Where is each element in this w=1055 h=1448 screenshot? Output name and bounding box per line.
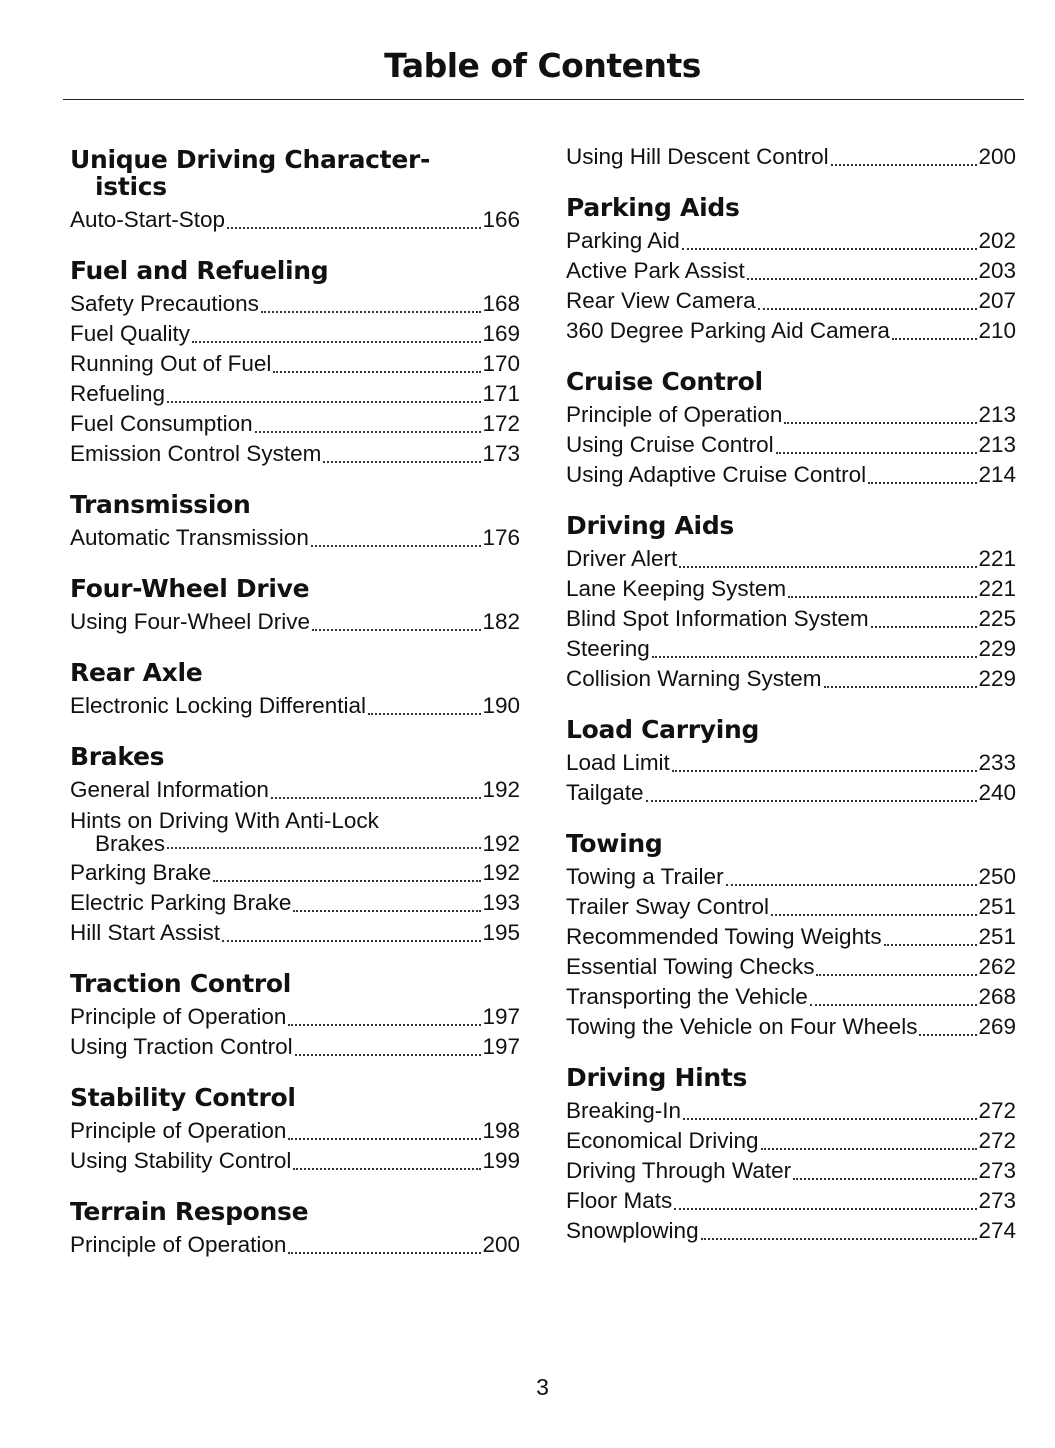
entry-label: Parking Aid bbox=[566, 228, 680, 253]
entry-page-number: 213 bbox=[978, 402, 1016, 427]
entry-label: Blind Spot Information System bbox=[566, 606, 869, 631]
dot-leader bbox=[726, 884, 978, 886]
entry-page-number: 273 bbox=[978, 1188, 1016, 1213]
section-heading bbox=[70, 491, 520, 518]
entry-label: Load Limit bbox=[566, 750, 670, 775]
entry-page-number: 203 bbox=[978, 258, 1016, 283]
section-heading-text: Fuel and Refueling bbox=[70, 256, 329, 285]
entry-page-number: 195 bbox=[482, 920, 520, 945]
section-heading bbox=[70, 146, 520, 200]
entry-label: Automatic Transmission bbox=[70, 525, 309, 550]
entry-label: Safety Precautions bbox=[70, 291, 259, 316]
entry-page-number: 213 bbox=[978, 432, 1016, 457]
section-heading bbox=[70, 743, 520, 770]
section-heading-text: Terrain Response bbox=[70, 1197, 309, 1226]
toc-section bbox=[566, 716, 1016, 808]
dot-leader bbox=[646, 800, 978, 802]
toc-entry[interactable] bbox=[70, 523, 520, 553]
toc-section bbox=[70, 970, 520, 1062]
toc-entry[interactable] bbox=[70, 918, 520, 948]
toc-entry[interactable] bbox=[566, 1216, 1016, 1246]
entry-label: Using Traction Control bbox=[70, 1034, 293, 1059]
dot-leader bbox=[831, 164, 978, 166]
toc-section bbox=[70, 491, 520, 553]
entry-page-number: 272 bbox=[978, 1098, 1016, 1123]
entry-label: Principle of Operation bbox=[566, 402, 783, 427]
toc-entry[interactable] bbox=[70, 409, 520, 439]
toc-entry[interactable] bbox=[70, 1002, 520, 1032]
entry-page-number: 207 bbox=[978, 288, 1016, 313]
entry-label: Collision Warning System bbox=[566, 666, 822, 691]
entry-label: Active Park Assist bbox=[566, 258, 745, 283]
dot-leader bbox=[810, 1004, 978, 1006]
toc-section bbox=[566, 512, 1016, 694]
entry-page-number: 169 bbox=[482, 321, 520, 346]
entry-label: Towing the Vehicle on Four Wheels bbox=[566, 1014, 918, 1039]
toc-entry[interactable] bbox=[70, 319, 520, 349]
entry-page-number: 221 bbox=[978, 576, 1016, 601]
section-heading bbox=[70, 1084, 520, 1111]
toc-entry[interactable] bbox=[70, 805, 520, 858]
toc-section bbox=[70, 1198, 520, 1260]
section-heading-text: Traction Control bbox=[70, 969, 292, 998]
entry-page-number: 262 bbox=[978, 954, 1016, 979]
toc-entry[interactable] bbox=[566, 634, 1016, 664]
toc-entry[interactable] bbox=[70, 349, 520, 379]
entry-label: Using Cruise Control bbox=[566, 432, 774, 457]
entry-label: Snowplowing bbox=[566, 1218, 699, 1243]
toc-entry[interactable] bbox=[70, 858, 520, 888]
title-divider bbox=[63, 99, 1024, 100]
toc-entry[interactable] bbox=[566, 892, 1016, 922]
toc-entry[interactable] bbox=[566, 604, 1016, 634]
entry-label: Hints on Driving With Anti-Lock bbox=[70, 808, 379, 833]
dot-leader bbox=[784, 422, 977, 424]
toc-entry[interactable] bbox=[70, 1146, 520, 1176]
entry-page-number: 182 bbox=[482, 609, 520, 634]
toc-entry[interactable] bbox=[70, 888, 520, 918]
section-heading-text: Driving Hints bbox=[566, 1063, 748, 1092]
toc-entry[interactable] bbox=[70, 205, 520, 235]
toc-section bbox=[566, 194, 1016, 346]
toc-section bbox=[70, 1084, 520, 1176]
entry-page-number: 171 bbox=[482, 381, 520, 406]
entry-label: Emission Control System bbox=[70, 441, 322, 466]
toc-entry[interactable] bbox=[566, 256, 1016, 286]
dot-leader bbox=[776, 452, 978, 454]
entry-page-number: 214 bbox=[978, 462, 1016, 487]
toc-entry[interactable] bbox=[70, 691, 520, 721]
entry-label: Fuel Quality bbox=[70, 321, 191, 346]
entry-page-number: 173 bbox=[482, 441, 520, 466]
entry-page-number: 170 bbox=[482, 351, 520, 376]
section-heading bbox=[70, 1198, 520, 1225]
dot-leader bbox=[167, 847, 481, 849]
toc-entry[interactable] bbox=[566, 922, 1016, 952]
entry-continuation-row bbox=[70, 832, 520, 855]
entry-label: Parking Brake bbox=[70, 860, 212, 885]
toc-section bbox=[70, 659, 520, 721]
entry-page-number: 229 bbox=[978, 666, 1016, 691]
toc-entry[interactable] bbox=[566, 544, 1016, 574]
dot-leader bbox=[295, 1054, 482, 1056]
entry-page-number: 192 bbox=[482, 860, 520, 885]
toc-entry[interactable] bbox=[566, 982, 1016, 1012]
dot-leader bbox=[167, 401, 481, 403]
entry-label: Refueling bbox=[70, 381, 166, 406]
dot-leader bbox=[271, 797, 482, 799]
toc-entry[interactable] bbox=[566, 952, 1016, 982]
entry-label: Principle of Operation bbox=[70, 1004, 287, 1029]
toc-entry[interactable] bbox=[566, 316, 1016, 346]
entry-page-number: 192 bbox=[482, 777, 520, 802]
dot-leader bbox=[747, 278, 978, 280]
section-heading-text: Parking Aids bbox=[566, 193, 740, 222]
entry-page-number: 229 bbox=[978, 636, 1016, 661]
entry-page-number: 273 bbox=[978, 1158, 1016, 1183]
toc-entry[interactable] bbox=[566, 1156, 1016, 1186]
dot-leader bbox=[192, 341, 481, 343]
entry-label: Floor Mats bbox=[566, 1188, 673, 1213]
toc-section bbox=[70, 743, 520, 948]
entry-label: Hill Start Assist bbox=[70, 920, 221, 945]
toc-entry[interactable] bbox=[566, 286, 1016, 316]
toc-section bbox=[566, 1064, 1016, 1246]
entry-page-number: 274 bbox=[978, 1218, 1016, 1243]
dot-leader bbox=[652, 656, 978, 658]
section-heading bbox=[566, 830, 1016, 857]
entry-page-number: 172 bbox=[482, 411, 520, 436]
dot-leader bbox=[368, 713, 481, 715]
dot-leader bbox=[758, 308, 978, 310]
entry-label: Using Four-Wheel Drive bbox=[70, 609, 311, 634]
entry-page-number: 166 bbox=[482, 207, 520, 232]
entry-page-number: 268 bbox=[978, 984, 1016, 1009]
toc-entry[interactable] bbox=[566, 1096, 1016, 1126]
dot-leader bbox=[816, 974, 977, 976]
entry-page-number: 210 bbox=[978, 318, 1016, 343]
section-heading-text: Four-Wheel Drive bbox=[70, 574, 310, 603]
entry-page-number: 200 bbox=[482, 1232, 520, 1257]
section-heading-text: Towing bbox=[566, 829, 663, 858]
entry-page-number: 221 bbox=[978, 546, 1016, 571]
dot-leader bbox=[255, 431, 482, 433]
section-heading bbox=[70, 659, 520, 686]
toc-entry[interactable] bbox=[566, 862, 1016, 892]
toc-left-column bbox=[70, 146, 520, 1282]
entry-page-number: 251 bbox=[978, 924, 1016, 949]
entry-page-number: 233 bbox=[978, 750, 1016, 775]
toc-entry[interactable] bbox=[566, 1186, 1016, 1216]
section-heading-text: Driving Aids bbox=[566, 511, 735, 540]
section-heading bbox=[566, 716, 1016, 743]
dot-leader bbox=[793, 1178, 977, 1180]
entry-label: Transporting the Vehicle bbox=[566, 984, 808, 1009]
entry-label-continuation: Brakes bbox=[95, 831, 166, 856]
dot-leader bbox=[771, 914, 977, 916]
dot-leader bbox=[312, 629, 481, 631]
dot-leader bbox=[213, 880, 481, 882]
section-heading bbox=[70, 257, 520, 284]
entry-page-number: 269 bbox=[978, 1014, 1016, 1039]
dot-leader bbox=[701, 1238, 978, 1240]
toc-entry[interactable] bbox=[70, 289, 520, 319]
dot-leader bbox=[293, 1168, 481, 1170]
dot-leader bbox=[824, 686, 978, 688]
entry-page-number: 240 bbox=[978, 780, 1016, 805]
section-heading-text: Cruise Control bbox=[566, 367, 763, 396]
entry-label: Trailer Sway Control bbox=[566, 894, 769, 919]
entry-label: Electronic Locking Differential bbox=[70, 693, 366, 718]
dot-leader bbox=[868, 482, 977, 484]
dot-leader bbox=[222, 940, 481, 942]
dot-leader bbox=[679, 566, 977, 568]
entry-label: Breaking-In bbox=[566, 1098, 682, 1123]
entry-label: Running Out of Fuel bbox=[70, 351, 272, 376]
section-heading-text: Brakes bbox=[70, 742, 165, 771]
entry-page-number: 272 bbox=[978, 1128, 1016, 1153]
entry-label: Lane Keeping System bbox=[566, 576, 787, 601]
dot-leader bbox=[323, 461, 481, 463]
toc-right-column bbox=[566, 142, 1016, 1268]
toc-entry[interactable] bbox=[566, 664, 1016, 694]
entry-label: Steering bbox=[566, 636, 650, 661]
dot-leader bbox=[919, 1034, 977, 1036]
entry-label: General Information bbox=[70, 777, 269, 802]
entry-page-number: 202 bbox=[978, 228, 1016, 253]
dot-leader bbox=[261, 311, 482, 313]
dot-leader bbox=[288, 1252, 481, 1254]
dot-leader bbox=[293, 910, 481, 912]
entry-page-number: 198 bbox=[482, 1118, 520, 1143]
toc-entry[interactable] bbox=[70, 1032, 520, 1062]
dot-leader bbox=[288, 1138, 481, 1140]
dot-leader bbox=[311, 545, 482, 547]
entry-label: 360 Degree Parking Aid Camera bbox=[566, 318, 890, 343]
dot-leader bbox=[884, 944, 978, 946]
section-heading bbox=[566, 1064, 1016, 1091]
entry-label: Driver Alert bbox=[566, 546, 678, 571]
toc-entry[interactable] bbox=[566, 226, 1016, 256]
entry-page-number: 225 bbox=[978, 606, 1016, 631]
section-heading bbox=[566, 512, 1016, 539]
entry-label: Driving Through Water bbox=[566, 1158, 792, 1183]
section-heading bbox=[566, 368, 1016, 395]
entry-label: Auto-Start-Stop bbox=[70, 207, 226, 232]
dot-leader bbox=[672, 770, 978, 772]
section-heading bbox=[70, 575, 520, 602]
toc-entry[interactable] bbox=[566, 748, 1016, 778]
entry-page-number: 190 bbox=[482, 693, 520, 718]
entry-label: Electric Parking Brake bbox=[70, 890, 292, 915]
toc-section bbox=[70, 257, 520, 469]
dot-leader bbox=[761, 1148, 978, 1150]
entry-page-number: 250 bbox=[978, 864, 1016, 889]
entry-page-number: 199 bbox=[482, 1148, 520, 1173]
entry-page-number: 197 bbox=[482, 1004, 520, 1029]
section-heading-continuation: istics bbox=[95, 172, 167, 201]
toc-entry[interactable] bbox=[566, 460, 1016, 490]
entry-label: Towing a Trailer bbox=[566, 864, 724, 889]
entry-label: Rear View Camera bbox=[566, 288, 756, 313]
entry-label: Tailgate bbox=[566, 780, 644, 805]
entry-label: Essential Towing Checks bbox=[566, 954, 815, 979]
dot-leader bbox=[871, 626, 978, 628]
entry-label: Economical Driving bbox=[566, 1128, 759, 1153]
entry-page-number: 168 bbox=[482, 291, 520, 316]
section-heading-text: Rear Axle bbox=[70, 658, 203, 687]
entry-label: Principle of Operation bbox=[70, 1118, 287, 1143]
toc-section bbox=[70, 575, 520, 637]
toc-entry[interactable] bbox=[70, 1116, 520, 1146]
page-number: 3 bbox=[536, 1374, 549, 1400]
toc-section bbox=[566, 830, 1016, 1042]
entry-page-number: 193 bbox=[482, 890, 520, 915]
toc-entry[interactable] bbox=[566, 430, 1016, 460]
dot-leader bbox=[227, 227, 481, 229]
dot-leader bbox=[788, 596, 977, 598]
entry-label: Using Stability Control bbox=[70, 1148, 292, 1173]
toc-entry[interactable] bbox=[566, 142, 1016, 172]
toc-section bbox=[70, 146, 520, 235]
section-heading bbox=[70, 970, 520, 997]
toc-entry[interactable] bbox=[566, 1126, 1016, 1156]
toc-entry[interactable] bbox=[70, 775, 520, 805]
section-heading-text: Unique Driving Character- bbox=[70, 145, 431, 174]
entry-label: Recommended Towing Weights bbox=[566, 924, 882, 949]
toc-section bbox=[566, 368, 1016, 490]
entry-label: Fuel Consumption bbox=[70, 411, 253, 436]
dot-leader bbox=[273, 371, 481, 373]
entry-label: Using Adaptive Cruise Control bbox=[566, 462, 867, 487]
dot-leader bbox=[288, 1024, 481, 1026]
toc-section bbox=[566, 142, 1016, 172]
entry-page-number: 197 bbox=[482, 1034, 520, 1059]
section-heading-text: Transmission bbox=[70, 490, 251, 519]
toc-entry[interactable] bbox=[70, 607, 520, 637]
page-title: Table of Contents bbox=[384, 46, 701, 85]
entry-page-number: 176 bbox=[482, 525, 520, 550]
dot-leader bbox=[674, 1208, 977, 1210]
entry-label: Using Hill Descent Control bbox=[566, 144, 829, 169]
toc-entry[interactable] bbox=[566, 778, 1016, 808]
dot-leader bbox=[892, 338, 978, 340]
toc-entry[interactable] bbox=[70, 1230, 520, 1260]
section-heading-text: Load Carrying bbox=[566, 715, 760, 744]
toc-entry[interactable] bbox=[566, 574, 1016, 604]
toc-entry[interactable] bbox=[566, 400, 1016, 430]
dot-leader bbox=[682, 248, 978, 250]
toc-entry[interactable] bbox=[70, 439, 520, 469]
entry-page-number: 200 bbox=[978, 144, 1016, 169]
section-heading-text: Stability Control bbox=[70, 1083, 296, 1112]
toc-entry[interactable] bbox=[566, 1012, 1016, 1042]
toc-entry[interactable] bbox=[70, 379, 520, 409]
entry-label: Principle of Operation bbox=[70, 1232, 287, 1257]
entry-page-number: 192 bbox=[482, 831, 520, 856]
dot-leader bbox=[683, 1118, 977, 1120]
entry-page-number: 251 bbox=[978, 894, 1016, 919]
section-heading bbox=[566, 194, 1016, 221]
